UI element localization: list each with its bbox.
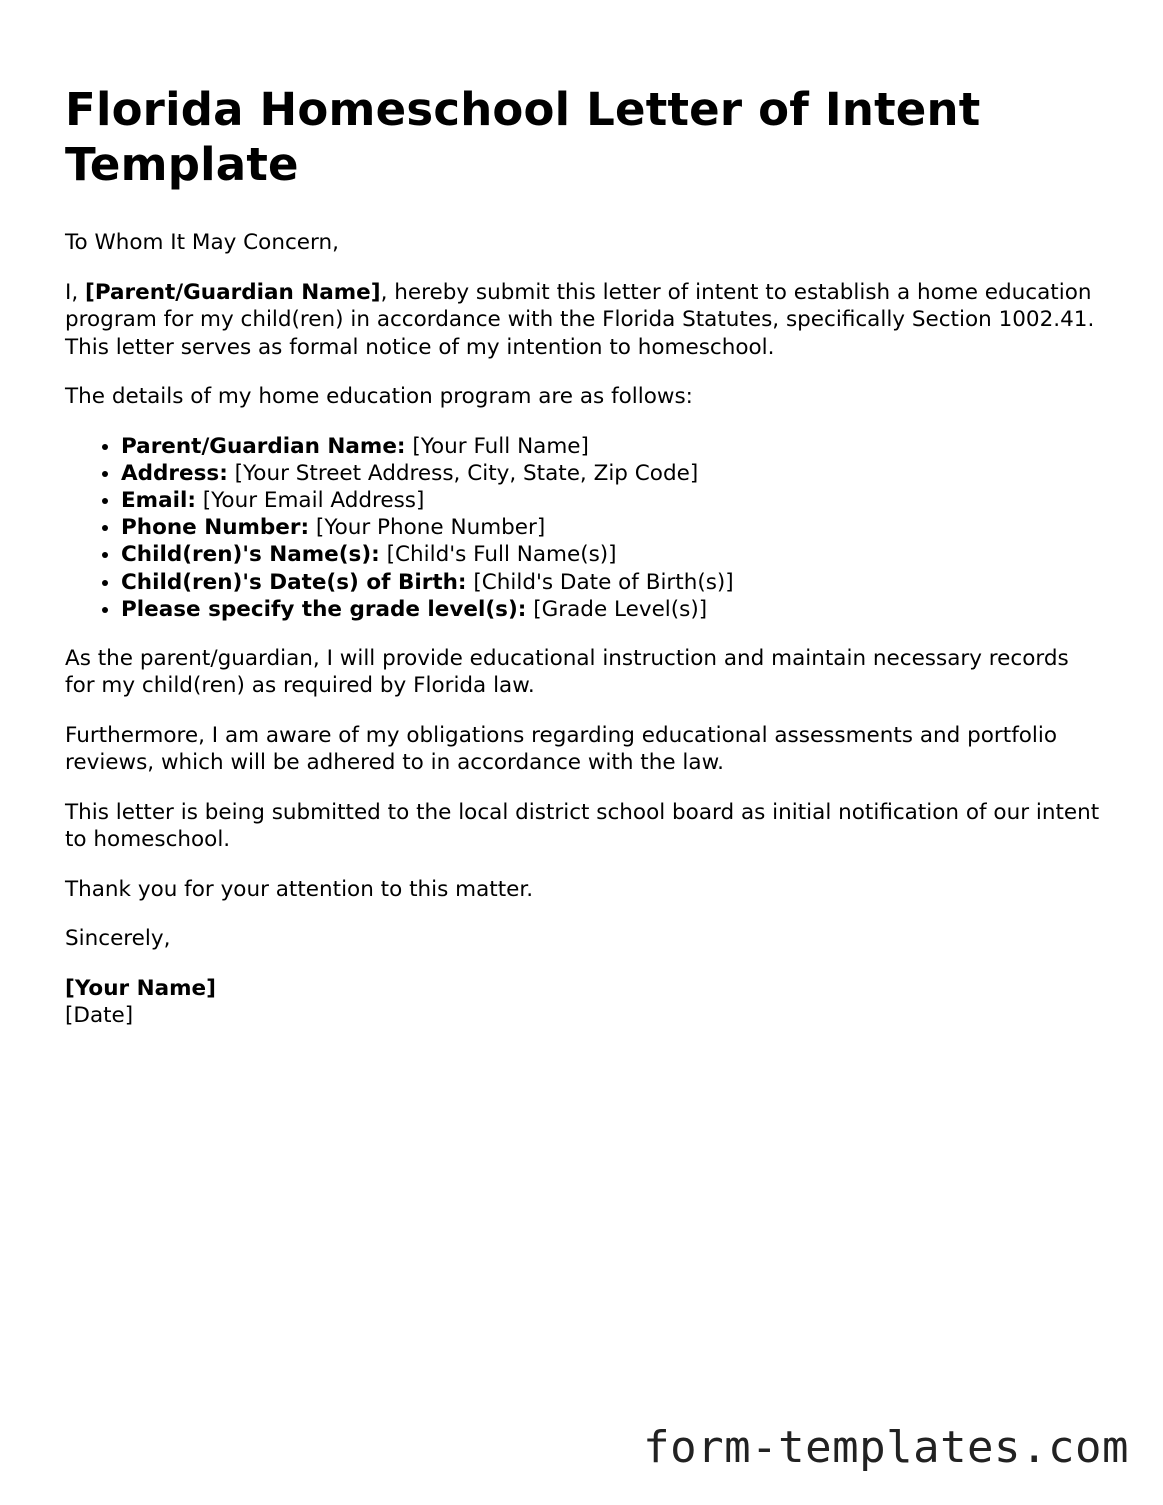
details-list <box>65 433 1105 623</box>
intro-suffix: , hereby submit this letter of intent to establish a home education program for my child(ren) in accordance with the Florida Statutes, specifically Section 1002.41. This letter serves as formal notice of my intention to homeschool. <box>65 279 1095 360</box>
body-paragraph-thanks: Thank you for your attention to this matter. <box>65 876 534 902</box>
detail-label: Child(ren)'s Name(s): <box>121 542 380 568</box>
detail-value: [Child's Full Name(s)] <box>379 542 617 568</box>
salutation: To Whom It May Concern, <box>65 230 339 255</box>
intro-paragraph <box>65 279 1105 362</box>
list-item <box>121 569 1105 596</box>
detail-label: Please specify the grade level(s): <box>121 596 527 622</box>
watermark: form-templates.com <box>643 1422 1129 1473</box>
body-paragraph-obligations: Furthermore, I am aware of my obligations regarding educational assessments and portfolio reviews, which will be adhered to in accordance with the law. <box>65 722 1058 776</box>
list-item <box>121 433 1105 460</box>
parent-name-placeholder: [Parent/Guardian Name] <box>85 279 381 305</box>
signature-name: [Your Name] <box>65 975 216 1001</box>
list-item <box>121 541 1105 568</box>
list-item <box>121 596 1105 623</box>
detail-value: [Your Email Address] <box>195 487 425 513</box>
detail-value: [Your Full Name] <box>405 433 589 459</box>
signature-date: [Date] <box>65 1003 134 1029</box>
body-paragraph-submission: This letter is being submitted to the local district school board as initial notification of our intent to homeschool. <box>65 799 1100 853</box>
detail-value: [Child's Date of Birth(s)] <box>466 569 734 595</box>
intro-prefix: I, <box>65 279 86 305</box>
letter-page <box>65 82 1105 1030</box>
detail-value: [Your Street Address, City, State, Zip Code] <box>227 460 699 486</box>
closing: Sincerely, <box>65 926 171 952</box>
list-item <box>121 514 1105 541</box>
detail-value: [Your Phone Number] <box>309 515 546 541</box>
detail-label: Child(ren)'s Date(s) of Birth: <box>121 569 467 595</box>
detail-label: Phone Number: <box>121 515 310 541</box>
detail-value: [Grade Level(s)] <box>526 596 708 622</box>
list-item <box>121 460 1105 487</box>
details-intro: The details of my home education program are as follows: <box>65 384 693 409</box>
detail-label: Parent/Guardian Name: <box>121 433 406 459</box>
body-paragraph-instruction: As the parent/guardian, I will provide educational instruction and maintain necessary records for my child(ren) as required by Florida law. <box>65 645 1069 699</box>
list-item <box>121 487 1105 514</box>
page-title: Florida Homeschool Letter of Intent Template <box>65 83 981 191</box>
detail-label: Email: <box>121 487 196 513</box>
signature-block <box>65 975 1105 1030</box>
detail-label: Address: <box>121 460 228 486</box>
